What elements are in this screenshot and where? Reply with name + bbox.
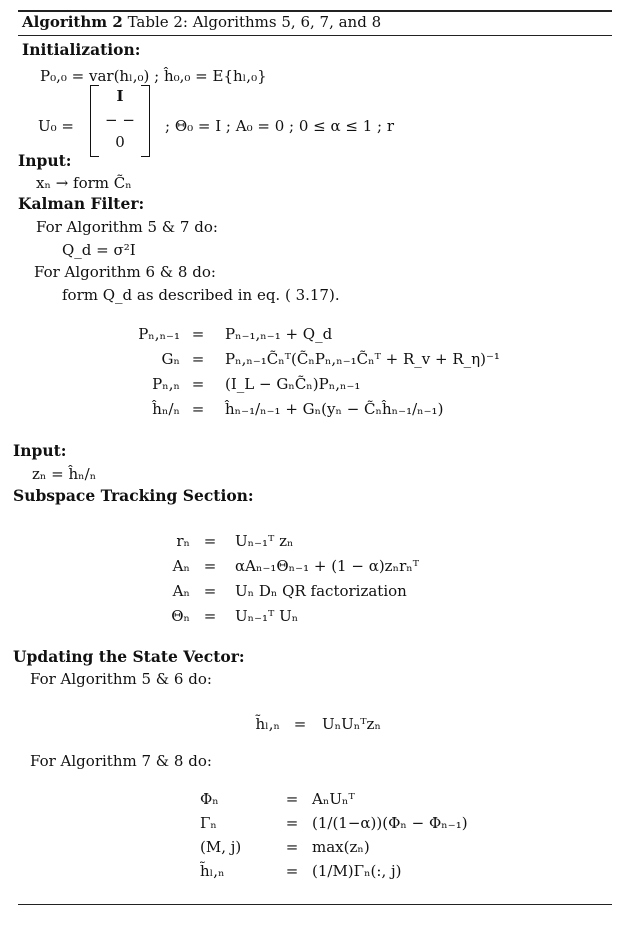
- update-heading: Updating the State Vector:: [13, 647, 245, 666]
- kalman-eq-rhs: Pₙ₋₁,ₙ₋₁ + Q_d: [225, 325, 333, 343]
- kalman-eq-lhs: Gₙ: [161, 350, 180, 368]
- title-rule: [18, 35, 612, 36]
- update-78-sign: =: [285, 790, 299, 808]
- algorithm-label: Algorithm 2: [22, 13, 123, 31]
- kalman-heading: Kalman Filter:: [18, 194, 145, 213]
- input-line-2: zₙ = ĥₙ/ₙ: [32, 465, 97, 483]
- matrix-cell-bottom: 0: [115, 133, 125, 151]
- bottom-rule: [18, 904, 612, 905]
- update-78-lhs: Γₙ: [200, 814, 217, 832]
- subspace-heading: Subspace Tracking Section:: [13, 486, 254, 505]
- update-56-lhs: h̃ₗ,ₙ: [255, 715, 280, 733]
- subspace-eq-lhs: Aₙ: [172, 582, 190, 600]
- update-78-lhs: h̃ₗ,ₙ: [200, 862, 225, 880]
- update-78-lhs: (M, j): [200, 838, 242, 856]
- kalman-eq-sign: =: [191, 350, 205, 368]
- subspace-eq-lhs: Θₙ: [171, 607, 190, 625]
- update-78-sign: =: [285, 838, 299, 856]
- top-rule: [18, 10, 612, 12]
- kalman-eq-rhs: (I_L − GₙC̃ₙ)Pₙ,ₙ₋₁: [225, 375, 361, 393]
- algorithm-caption: Table 2: Algorithms 5, 6, 7, and 8: [122, 13, 382, 31]
- kalman-eq-sign: =: [191, 400, 205, 418]
- kalman-eq-rhs: Pₙ,ₙ₋₁C̃ₙᵀ(C̃ₙPₙ,ₙ₋₁C̃ₙᵀ + R_v + R_η)⁻¹: [225, 350, 500, 368]
- update-78-rhs: AₙUₙᵀ: [312, 790, 355, 808]
- kalman-eq-sign: =: [191, 375, 205, 393]
- subspace-eq-lhs: Aₙ: [172, 557, 190, 575]
- input-heading-1: Input:: [18, 151, 72, 170]
- update-alg-7-8: For Algorithm 7 & 8 do:: [30, 752, 212, 770]
- kalman-eq-sign: =: [191, 325, 205, 343]
- kalman-alg-6-8: For Algorithm 6 & 8 do:: [34, 263, 216, 281]
- update-78-rhs: max(zₙ): [312, 838, 370, 856]
- input-line-1: xₙ → form C̃ₙ: [36, 174, 132, 192]
- subspace-eq-sign: =: [203, 582, 217, 600]
- update-78-rhs: (1/(1−α))(Φₙ − Φₙ₋₁): [312, 814, 468, 832]
- u0-label: U₀ =: [38, 117, 74, 135]
- update-alg-5-6: For Algorithm 5 & 6 do:: [30, 670, 212, 688]
- kalman-qd: Q_d = σ²I: [62, 241, 136, 259]
- kalman-form-qd: form Q_d as described in eq. ( 3.17).: [62, 286, 340, 304]
- kalman-alg-5-7: For Algorithm 5 & 7 do:: [36, 218, 218, 236]
- subspace-eq-rhs: Uₙ Dₙ QR factorization: [235, 582, 407, 600]
- algorithm-title: [22, 13, 381, 31]
- init-line-1: P₀,₀ = var(hₗ,₀) ; ĥ₀,₀ = E{hₗ,₀}: [40, 67, 267, 85]
- subspace-eq-rhs: Uₙ₋₁ᵀ zₙ: [235, 532, 294, 550]
- update-78-sign: =: [285, 862, 299, 880]
- init-line-2: ; Θ₀ = I ; A₀ = 0 ; 0 ≤ α ≤ 1 ; r: [165, 117, 395, 135]
- update-56-sign: =: [293, 715, 307, 733]
- init-heading: Initialization:: [22, 40, 141, 59]
- update-78-sign: =: [285, 814, 299, 832]
- update-56-rhs: UₙUₙᵀzₙ: [322, 715, 381, 733]
- kalman-eq-rhs: ĥₙ₋₁/ₙ₋₁ + Gₙ(yₙ − C̃ₙĥₙ₋₁/ₙ₋₁): [225, 400, 444, 418]
- matrix-cell-mid: − −: [105, 111, 135, 129]
- kalman-eq-lhs: Pₙ,ₙ: [152, 375, 180, 393]
- subspace-eq-sign: =: [203, 557, 217, 575]
- subspace-eq-lhs: rₙ: [176, 532, 190, 550]
- update-78-rhs: (1/M)Γₙ(:, j): [312, 862, 402, 880]
- subspace-eq-rhs: Uₙ₋₁ᵀ Uₙ: [235, 607, 299, 625]
- input-heading-2: Input:: [13, 441, 67, 460]
- kalman-eq-lhs: Pₙ,ₙ₋₁: [138, 325, 180, 343]
- subspace-eq-sign: =: [203, 532, 217, 550]
- matrix-cell-top: I: [116, 87, 124, 105]
- update-78-lhs: Φₙ: [200, 790, 219, 808]
- u0-matrix: [90, 85, 150, 155]
- subspace-eq-rhs: αAₙ₋₁Θₙ₋₁ + (1 − α)zₙrₙᵀ: [235, 557, 420, 575]
- kalman-eq-lhs: ĥₙ/ₙ: [152, 400, 180, 418]
- subspace-eq-sign: =: [203, 607, 217, 625]
